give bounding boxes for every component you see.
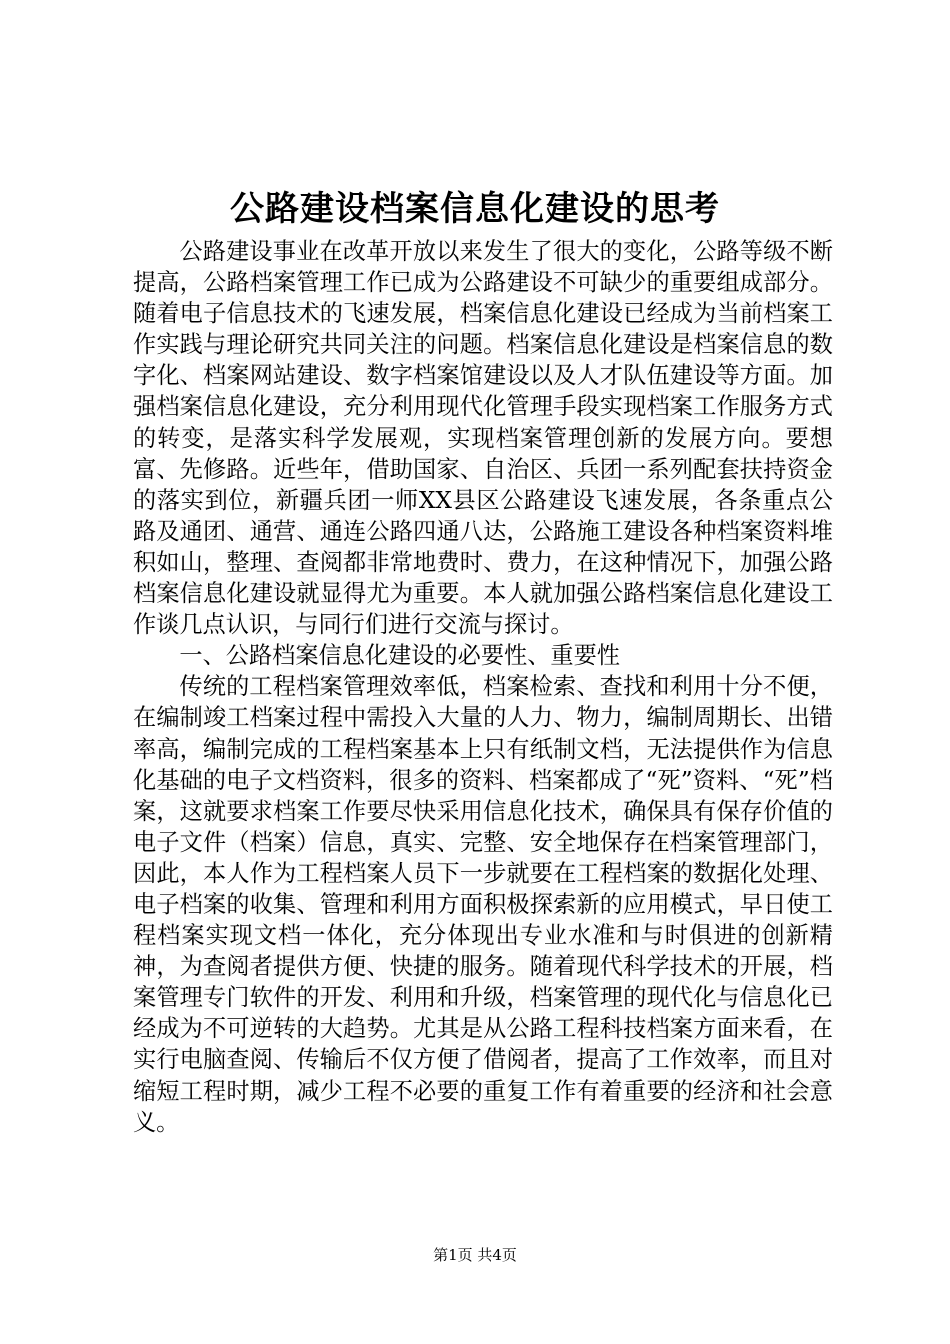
section-heading: 一、公路档案信息化建设的必要性、重要性	[179, 642, 620, 670]
document-title: 公路建设档案信息化建设的思考	[230, 189, 720, 229]
page-footer: 第1页 共4页	[433, 1246, 517, 1264]
section-paragraph: 传统的工程档案管理效率低，档案检索、查找和利用十分不便，在编制竣工档案过程中需投入大量的人力、物力，编制周期长、出错率高，编制完成的工程档案基本上只有纸制文档，无法提供作为信息化基础的电子文档资料，很多的资料、档案都成了“死”资料、“死”档案，这就要求档案工作要尽快采用信息化技术，确保具有保存价值的电子文件（档案）信息，真实、完整、安全地保存在档案管理部门，因此，本人作为工程档案人员下一步就要在工程档案的数据化处理、电子档案的收集、管理和利用方面积极探索新的应用模式，早日使工程档案实现文档一体化，充分体现出专业水准和与时俱进的创新精神，为查阅者提供方便、快捷的服务。随着现代科学技术的开展，档案管理专门软件的开发、利用和升级，档案管理的现代化与信息化已经成为不可逆转的大趋势。尤其是从公路工程科技档案方面来看，在实行电脑查阅、传输后不仅方便了借阅者，提高了工作效率，而且对缩短工程时期，减少工程不必要的重复工作有着重要的经济和社会意义。	[133, 673, 833, 1136]
document-body	[133, 236, 833, 1138]
intro-paragraph: 公路建设事业在改革开放以来发生了很大的变化，公路等级不断提高，公路档案管理工作已成为公路建设不可缺少的重要组成部分。随着电子信息技术的飞速发展，档案信息化建设已经成为当前档案工作实践与理论研究共同关注的问题。档案信息化建设是档案信息的数字化、档案网站建设、数字档案馆建设以及人才队伍建设等方面。加强档案信息化建设，充分利用现代化管理手段实现档案工作服务方式的转变，是落实科学发展观，实现档案管理创新的发展方向。要想富、先修路。近些年，借助国家、自治区、兵团一系列配套扶持资金的落实到位，新疆兵团一师XX县区公路建设飞速发展，各条重点公路及通团、通营、通连公路四通八达，公路施工建设各种档案资料堆积如山，整理、查阅都非常地费时、费力，在这种情况下，加强公路档案信息化建设就显得尤为重要。本人就加强公路档案信息化建设工作谈几点认识，与同行们进行交流与探讨。	[133, 238, 833, 639]
